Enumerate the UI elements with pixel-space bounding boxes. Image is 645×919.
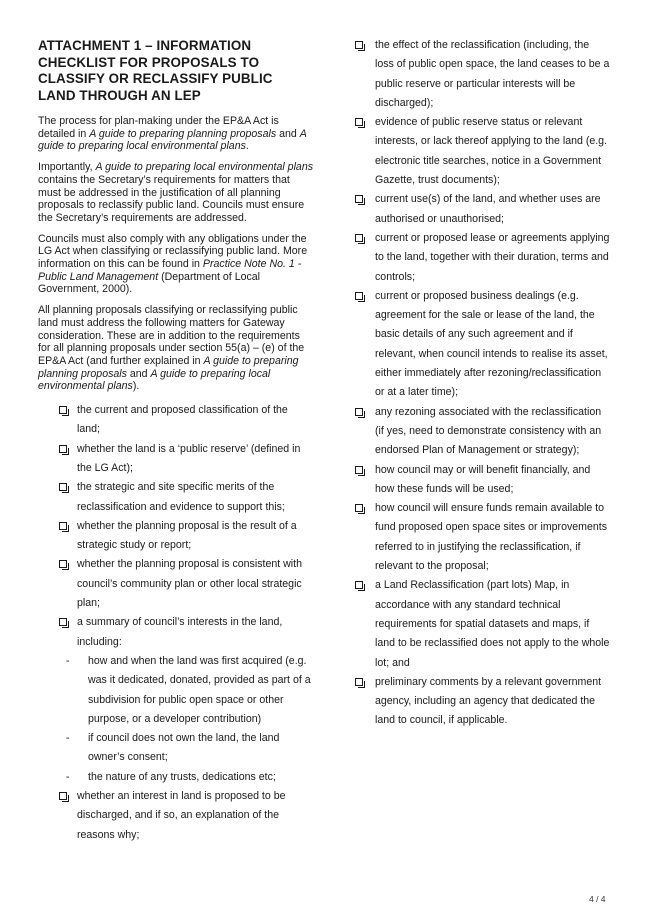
- checklist-item: the effect of the reclassification (including, the loss of public open space, the land ceases to be a public reserve or particular interests will be discharged);: [355, 36, 610, 113]
- sub-list-item: - the nature of any trusts, dedications etc;: [66, 768, 313, 787]
- checklist-item: whether an interest in land is proposed to be discharged, and if so, an explanation of the reasons why;: [59, 787, 313, 845]
- checkbox-icon: [59, 483, 67, 491]
- checkbox-icon: [59, 792, 67, 800]
- checklist-right: [355, 36, 610, 731]
- checkbox-icon: [59, 522, 67, 530]
- dash-bullet: -: [66, 732, 70, 745]
- checklist-item: whether the land is a ‘public reserve’ (defined in the LG Act);: [59, 440, 313, 479]
- dash-bullet: -: [66, 770, 70, 783]
- intro-paragraph: The process for plan-making under the EP&A Act is detailed in A guide to preparing planning proposals and A guide to preparing local environmental plans.: [38, 115, 307, 153]
- checklist-item: current or proposed lease or agreements applying to the land, together with their duration, terms and controls;: [355, 229, 610, 287]
- sub-list-item: - if council does not own the land, the land owner’s consent;: [66, 729, 313, 768]
- checkbox-icon: [355, 466, 363, 474]
- checkbox-icon: [355, 118, 363, 126]
- page-number: 4 / 4: [589, 894, 606, 904]
- checkbox-icon: [355, 195, 363, 203]
- requirements-paragraph: Importantly, A guide to preparing local environmental plans contains the Secretary’s requirements for matters that must be addressed in the justification of all planning proposals to reclassify public land. Councils must ensure the Secretary’s requirements are addressed.: [38, 161, 314, 224]
- checklist-item: a Land Reclassification (part lots) Map, in accordance with any standard technical requirements for spatial datasets and maps, if land to be reclassified does not apply to the whole lot; and: [355, 576, 610, 672]
- checkbox-icon: [59, 560, 67, 568]
- checkbox-icon: [355, 581, 363, 589]
- checkbox-icon: [355, 678, 363, 686]
- checkbox-icon: [59, 445, 67, 453]
- sub-list-item: - how and when the land was first acquired (e.g. was it dedicated, donated, provided as part of a subdivision for public open space or other purpose, or a developer contribution): [66, 652, 313, 729]
- checklist-item: current or proposed business dealings (e.g. agreement for the sale or lease of the land, the basic details of any such agreement and if relevant, when council intends to realise its asset, either immediately after rezoning/reclassification or at a later time);: [355, 287, 610, 403]
- gateway-paragraph: All planning proposals classifying or reclassifying public land must address the following matters for Gateway consideration. These are in addition to the requirements for all planning proposals under section 55(a) – (e) of the EP&A Act (and further explained in A guide to preparing planning proposals and A guide to preparing local environmental plans).: [38, 304, 305, 393]
- checklist-item: any rezoning associated with the reclassification (if yes, need to demonstrate consistency with an endorsed Plan of Management or strategy);: [355, 403, 610, 461]
- left-column: [38, 0, 313, 845]
- checklist-item: preliminary comments by a relevant government agency, including an agency that dedicated the land to council, if applicable.: [355, 673, 610, 731]
- checkbox-icon: [355, 408, 363, 416]
- checklist-item: evidence of public reserve status or relevant interests, or lack thereof applying to the land (e.g. electronic title searches, notice in a Government Gazette, trust documents);: [355, 113, 610, 190]
- lg-act-paragraph: Councils must also comply with any obligations under the LG Act when classifying or reclassifying public land. More information on this can be found in Practice Note No. 1 - Public Land Management (Department of Local Government, 2000).: [38, 232, 308, 296]
- checkbox-icon: [59, 618, 67, 626]
- checkbox-icon: [355, 292, 363, 300]
- right-column: [355, 36, 610, 731]
- checkbox-icon: [355, 504, 363, 512]
- checklist-item: the strategic and site specific merits of the reclassification and evidence to support this;: [59, 478, 313, 517]
- checklist-item: current use(s) of the land, and whether uses are authorised or unauthorised;: [355, 190, 610, 229]
- sub-list: [66, 652, 313, 787]
- checklist-item: how council may or will benefit financially, and how these funds will be used;: [355, 461, 610, 500]
- checkbox-icon: [59, 406, 67, 414]
- checkbox-icon: [355, 234, 363, 242]
- checklist-item: how council will ensure funds remain available to fund proposed open space sites or improvements referred to in justifying the reclassification, if relevant to the proposal;: [355, 499, 610, 576]
- checklist-item: a summary of council’s interests in the land, including:: [59, 613, 313, 652]
- checklist-left: [59, 401, 313, 652]
- checklist-item: whether the planning proposal is consistent with council’s community plan or other local strategic plan;: [59, 555, 313, 613]
- checkbox-icon: [355, 41, 363, 49]
- checklist-item: the current and proposed classification of the land;: [59, 401, 313, 440]
- checklist-item: whether the planning proposal is the result of a strategic study or report;: [59, 517, 313, 556]
- checklist-left-tail: [59, 787, 313, 845]
- page-heading: ATTACHMENT 1 – INFORMATION CHECKLIST FOR PROPOSALS TO CLASSIFY OR RECLASSIFY PUBLIC LAND THROUGH AN LEP: [38, 38, 273, 103]
- dash-bullet: -: [66, 654, 70, 667]
